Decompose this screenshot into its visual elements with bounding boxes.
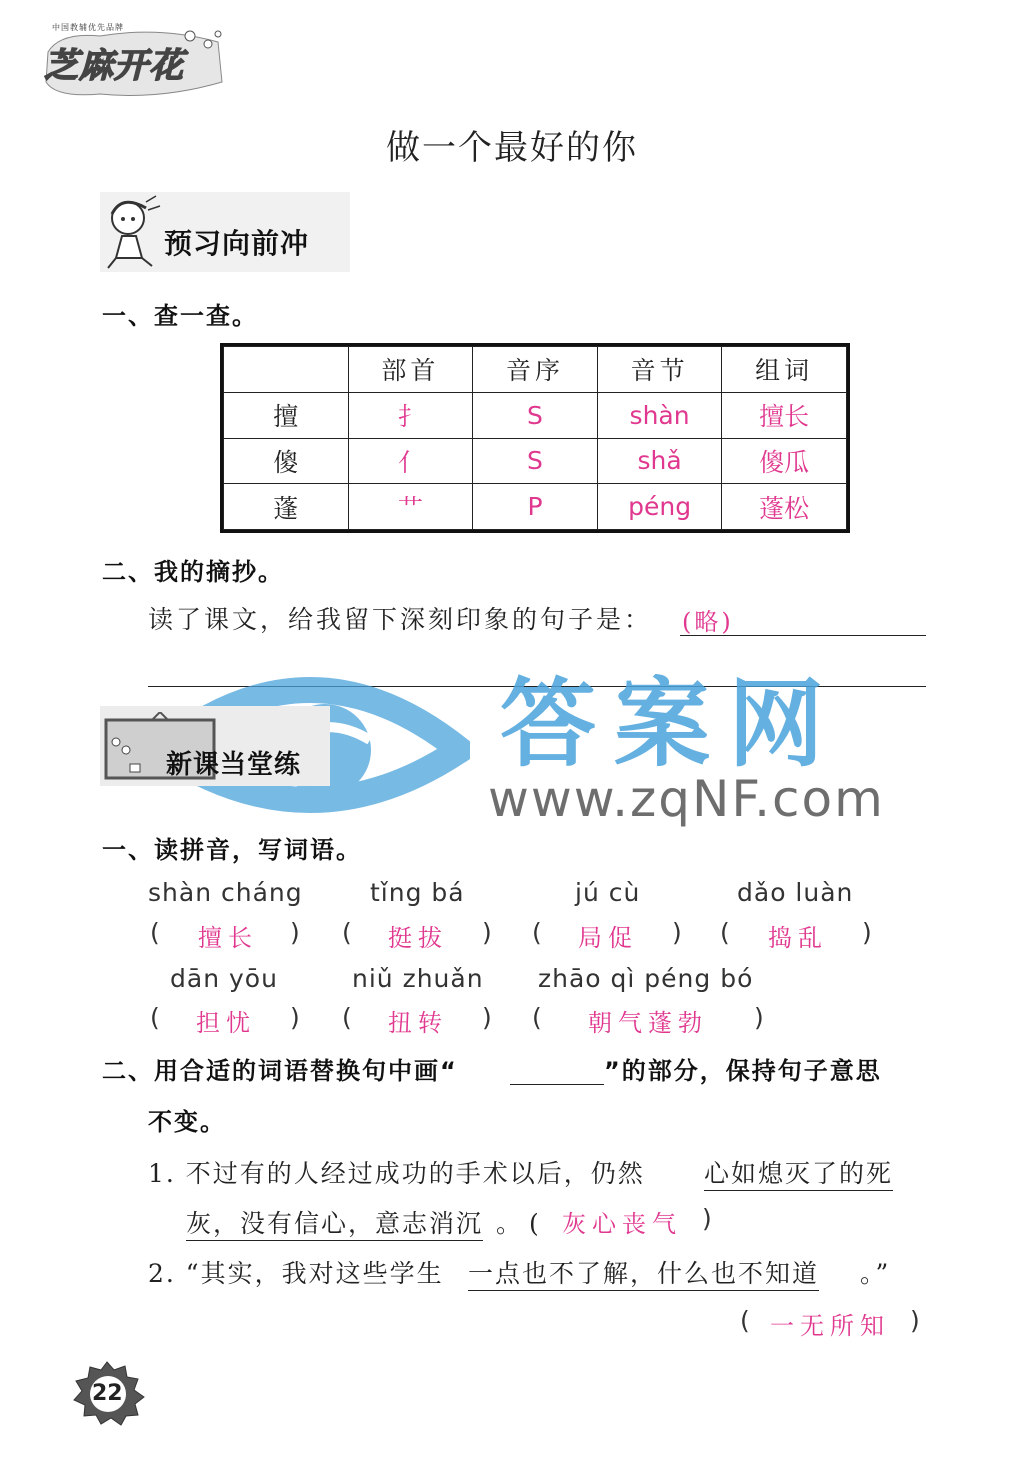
paren-close: ): [290, 1003, 300, 1032]
pinyin-label: tǐng bá: [370, 878, 465, 907]
sentence-1-underlined-cont: 灰，没有信心，意志消沉: [186, 1204, 483, 1241]
sentence-2-end: 。”: [860, 1259, 892, 1288]
answer-word: 蓬松: [722, 484, 847, 530]
paren-close: ): [482, 1003, 492, 1032]
excerpt-prompt: 读了课文，给我留下深刻印象的句子是：: [148, 605, 653, 634]
answer-line: [680, 635, 926, 636]
paren-open: (: [342, 918, 352, 947]
paren-open: (: [532, 918, 542, 947]
table-char-cell: 蓬: [224, 484, 349, 530]
sentence-1-text: 1. 不过有的人经过成功的手术以后，仍然: [148, 1159, 645, 1188]
answer-syllable: shǎ: [597, 438, 722, 484]
pinyin-label: dǎo luàn: [737, 878, 854, 907]
sample-underline: [510, 1084, 604, 1085]
brand-title: 芝麻开花: [44, 46, 184, 86]
table-char-cell: 擅: [224, 392, 349, 438]
paren-close: ): [482, 918, 492, 947]
question-heading-replace: 二、用合适的词语替换句中画“: [102, 1057, 458, 1085]
question-heading-lookup: 一、查一查。: [102, 302, 258, 330]
answer-radical: 艹: [348, 484, 473, 530]
page-title: 做一个最好的你: [386, 128, 638, 168]
paren-open: (: [150, 918, 160, 947]
answer-word: 扭转: [388, 1009, 448, 1037]
pinyin-label: niǔ zhuǎn: [352, 964, 484, 993]
lookup-table: [220, 343, 850, 533]
answer-word: 灰心丧气: [562, 1210, 682, 1238]
answer-syllable: shàn: [597, 392, 722, 438]
sentence-2-underlined: 一点也不了解，什么也不知道: [468, 1254, 819, 1291]
paren-close: ): [910, 1306, 920, 1335]
answer-word: 一无所知: [770, 1312, 890, 1340]
question-heading-pinyin: 一、读拼音，写词语。: [102, 836, 362, 864]
question-heading-replace-cont: ”的部分，保持句子意思: [604, 1057, 882, 1085]
watermark-url: www.zqNF.com: [488, 770, 885, 828]
pinyin-label: dān yōu: [170, 964, 278, 993]
girl-mascot-icon: [102, 192, 162, 272]
paren-open: (: [342, 1003, 352, 1032]
table-header: 部首: [348, 347, 473, 393]
paren-open: (: [532, 1003, 542, 1032]
paren-close: ): [290, 918, 300, 947]
question-heading-excerpt: 二、我的摘抄。: [102, 558, 284, 586]
sentence-1-underlined: 心如熄灭了的死: [704, 1154, 893, 1191]
paren-close: ): [862, 918, 872, 947]
question-heading-replace-end: 不变。: [148, 1108, 226, 1136]
excerpt-answer: (略): [682, 608, 734, 636]
table-corner-cell: [224, 347, 349, 393]
table-header: 音序: [473, 347, 598, 393]
table-char-cell: 傻: [224, 438, 349, 484]
watermark-text: 答案网: [500, 667, 842, 780]
section-banner-preview: [100, 192, 350, 272]
page-number: 22: [92, 1381, 123, 1406]
brand-tagline: 中国教辅优先品牌: [52, 23, 124, 32]
answer-word: 擅长: [198, 924, 258, 952]
paren-close: ): [672, 918, 682, 947]
table-row: [224, 392, 847, 438]
section-label-classwork: 新课当堂练: [166, 750, 302, 780]
paren-open: (: [740, 1306, 750, 1335]
table-header: 组词: [722, 347, 847, 393]
answer-word: 担忧: [196, 1009, 256, 1037]
pinyin-label: jú cù: [575, 878, 641, 907]
answer-word: 局促: [578, 924, 638, 952]
sentence-1-end: 。(: [496, 1209, 547, 1238]
table-row: [224, 484, 847, 530]
answer-index: S: [473, 392, 598, 438]
answer-word: 捣乱: [768, 924, 828, 952]
paren-close: ): [702, 1204, 712, 1233]
answer-index: P: [473, 484, 598, 530]
answer-radical: 亻: [348, 438, 473, 484]
section-banner-classwork: [100, 706, 330, 786]
answer-radical: 扌: [348, 392, 473, 438]
table-header-row: [224, 347, 847, 393]
answer-word: 挺拔: [388, 924, 448, 952]
paren-open: (: [720, 918, 730, 947]
answer-word: 傻瓜: [722, 438, 847, 484]
table-header: 音节: [597, 347, 722, 393]
answer-syllable: péng: [597, 484, 722, 530]
pinyin-label: zhāo qì péng bó: [538, 964, 754, 993]
page-number-badge: [68, 1360, 146, 1426]
table-row: [224, 438, 847, 484]
sentence-2-text: 2. “其实，我对这些学生: [148, 1259, 444, 1288]
answer-word: 擅长: [722, 392, 847, 438]
paren-close: ): [754, 1003, 764, 1032]
pinyin-label: shàn cháng: [148, 878, 303, 907]
paren-open: (: [150, 1003, 160, 1032]
answer-word: 朝气蓬勃: [588, 1009, 708, 1037]
section-label-preview: 预习向前冲: [164, 227, 310, 260]
answer-index: S: [473, 438, 598, 484]
